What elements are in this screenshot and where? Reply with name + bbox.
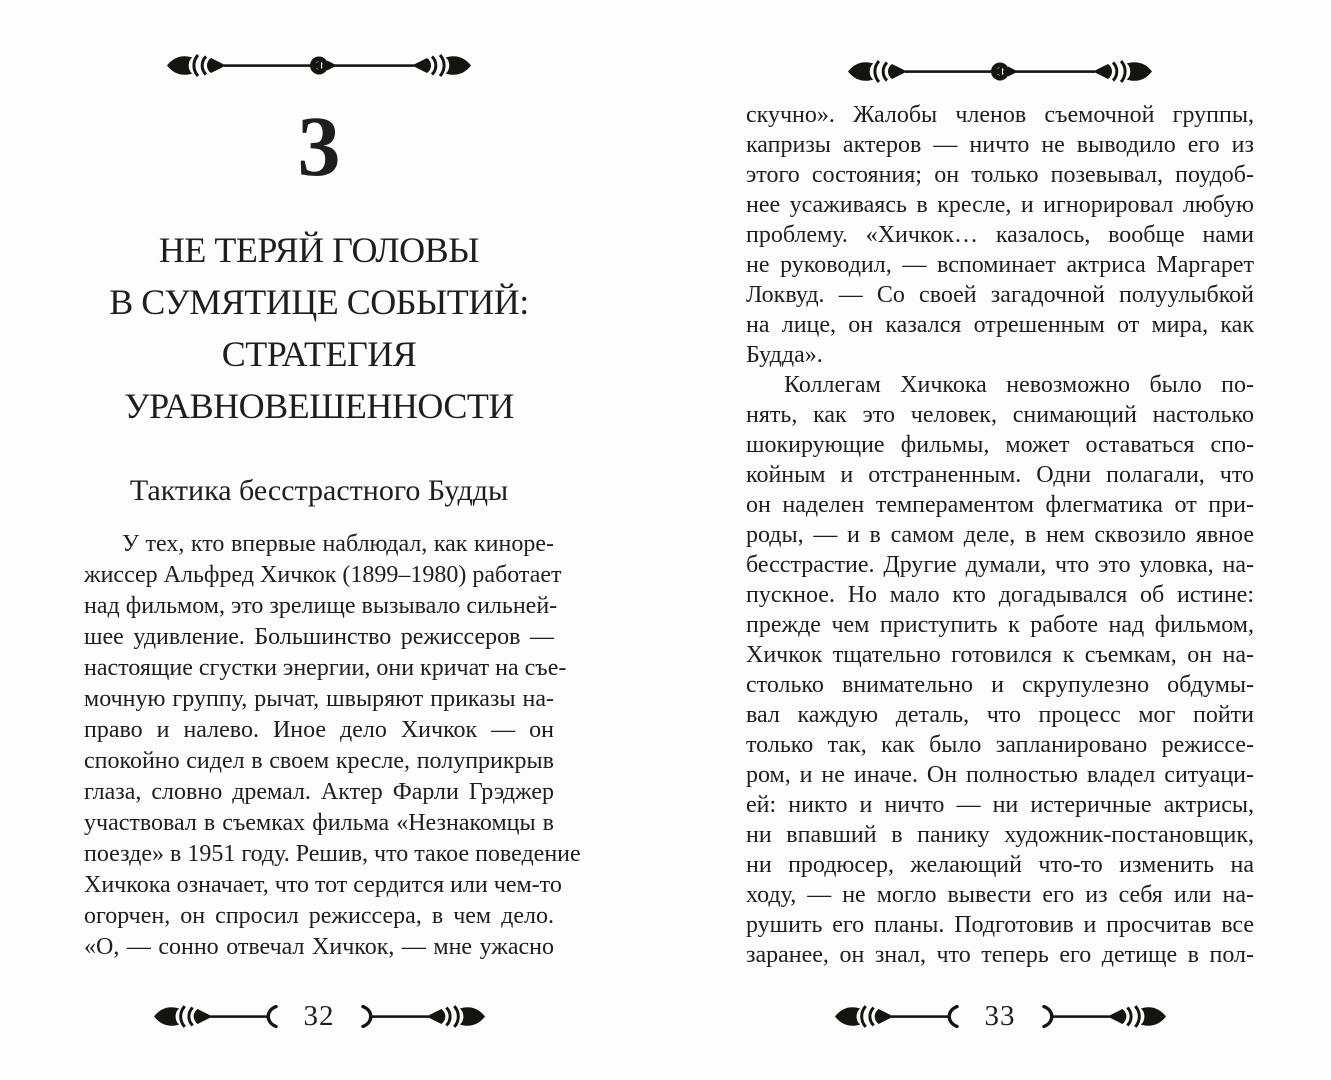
- text-line: шее удивление. Большинство режиссеров —: [84, 624, 554, 650]
- text-line: мочную группу, рычат, швыряют приказы на-: [84, 686, 554, 712]
- text-line: прежде чем приступить к работе над фильмом,: [746, 612, 1254, 638]
- text-line: бесстрастие. Другие думали, что это уловка, на-: [746, 552, 1254, 578]
- text-line: койным и отстраненным. Одни полагали, что: [746, 462, 1254, 488]
- text-line: огорчен, он спросил режиссера, в чем дело.: [84, 903, 554, 929]
- body-text: [84, 529, 581, 963]
- text-line: на лице, он казался отрешенным от мира, как: [746, 312, 1254, 338]
- text-line: жиссер Альфред Хичкок (1899–1980) работает: [84, 562, 562, 588]
- text-line: не руководил, — вспоминает актриса Маргарет: [746, 252, 1254, 278]
- text-line: шокирующие фильмы, может оставаться спо-: [746, 432, 1254, 458]
- chapter-ornament-icon: [840, 58, 1160, 85]
- chapter-title-line: СТРАТЕГИЯ: [221, 334, 417, 374]
- text-line: вал каждую деталь, что процесс мог пойти: [746, 702, 1254, 728]
- chapter-title-line: В СУМЯТИЦЕ СОБЫТИЙ:: [109, 282, 529, 322]
- text-line: роды, — и в самом деле, в нем сквозило явное: [746, 522, 1254, 548]
- text-line: Коллегам Хичкока невозможно было по-: [784, 372, 1254, 398]
- text-line: ходу, — не могло вывести его из себя или на-: [746, 882, 1254, 908]
- text-line: Хичкока означает, что тот сердится или чем-то: [84, 872, 562, 898]
- text-line: ни продюсер, желающий что-то изменить на: [746, 852, 1254, 878]
- text-line: Хичкок тщательно готовился к съемкам, он на-: [746, 642, 1254, 668]
- footer: [746, 1001, 1254, 1031]
- left-page: [84, 0, 581, 1080]
- section-subtitle: Тактика бесстрастного Будды: [129, 474, 509, 507]
- text-line: ром, и не иначе. Он полностью владел ситуаци-: [746, 762, 1254, 788]
- text-line: заранее, он знал, что теперь его детище в пол-: [746, 942, 1254, 968]
- text-line: право и налево. Иное дело Хичкок — он: [84, 717, 554, 743]
- right-page: [746, 0, 1254, 1080]
- footer-ornament-right-icon: [1040, 1003, 1167, 1030]
- text-line: Локвуд. — Со своей загадочной полуулыбкой: [746, 282, 1254, 308]
- chapter-number: 3: [297, 98, 341, 194]
- text-line: Будда».: [746, 342, 823, 368]
- text-line: проблему. «Хичкок… казалось, вообще нами: [746, 222, 1254, 248]
- text-line: он наделен темпераментом флегматика от при-: [746, 492, 1254, 518]
- text-line: этого состояния; он только позевывал, поудоб-: [746, 162, 1254, 188]
- text-line: спокойно сидел в своем кресле, полуприкрыв: [84, 748, 554, 774]
- body-text: [746, 100, 1254, 970]
- text-line: настоящие сгустки энергии, они кричат на съе-: [84, 655, 567, 681]
- footer-ornament-left-icon: [153, 1003, 280, 1030]
- footer-ornament-left-icon: [834, 1003, 961, 1030]
- chapter-title-line: УРАВНОВЕШЕННОСТИ: [124, 386, 514, 426]
- text-line: рушить его планы. Подготовив и просчитав все: [746, 912, 1254, 938]
- chapter-title-line: НЕ ТЕРЯЙ ГОЛОВЫ: [158, 230, 480, 270]
- text-line: нее усаживаясь в кресле, и игнорировал любую: [746, 192, 1254, 218]
- text-line: У тех, кто впервые наблюдал, как киноре-: [122, 531, 554, 557]
- text-line: нять, как это человек, снимающий настолько: [746, 402, 1254, 428]
- footer-ornament-right-icon: [359, 1003, 486, 1030]
- text-line: глаза, словно дремал. Актер Фарли Грэджер: [84, 779, 554, 805]
- text-line: «О, — сонно отвечал Хичкок, — мне ужасно: [84, 934, 554, 960]
- chapter-ornament-icon: [166, 52, 472, 79]
- text-line: участвовал в съемках фильма «Незнакомцы в: [84, 810, 554, 836]
- page-number: 33: [984, 1000, 1016, 1032]
- footer: [84, 1001, 554, 1031]
- text-line: над фильмом, это зрелище вызывало сильней-: [84, 593, 558, 619]
- page-number: 32: [303, 1000, 335, 1032]
- text-line: столько внимательно и скрупулезно обдумы-: [746, 672, 1254, 698]
- text-line: ни впавший в панику художник-постановщик,: [746, 822, 1254, 848]
- text-line: поезде» в 1951 году. Решив, что такое поведение: [84, 841, 581, 867]
- chapter-title: [62, 224, 576, 432]
- text-line: пускное. Но мало кто догадывался об истине:: [746, 582, 1254, 608]
- text-line: капризы актеров — ничто не выводило его из: [746, 132, 1254, 158]
- text-line: скучно». Жалобы членов съемочной группы,: [746, 102, 1254, 128]
- text-line: ей: никто и ничто — ни истеричные актрисы,: [746, 792, 1254, 818]
- text-line: только так, как было запланировано режиссе-: [746, 732, 1254, 758]
